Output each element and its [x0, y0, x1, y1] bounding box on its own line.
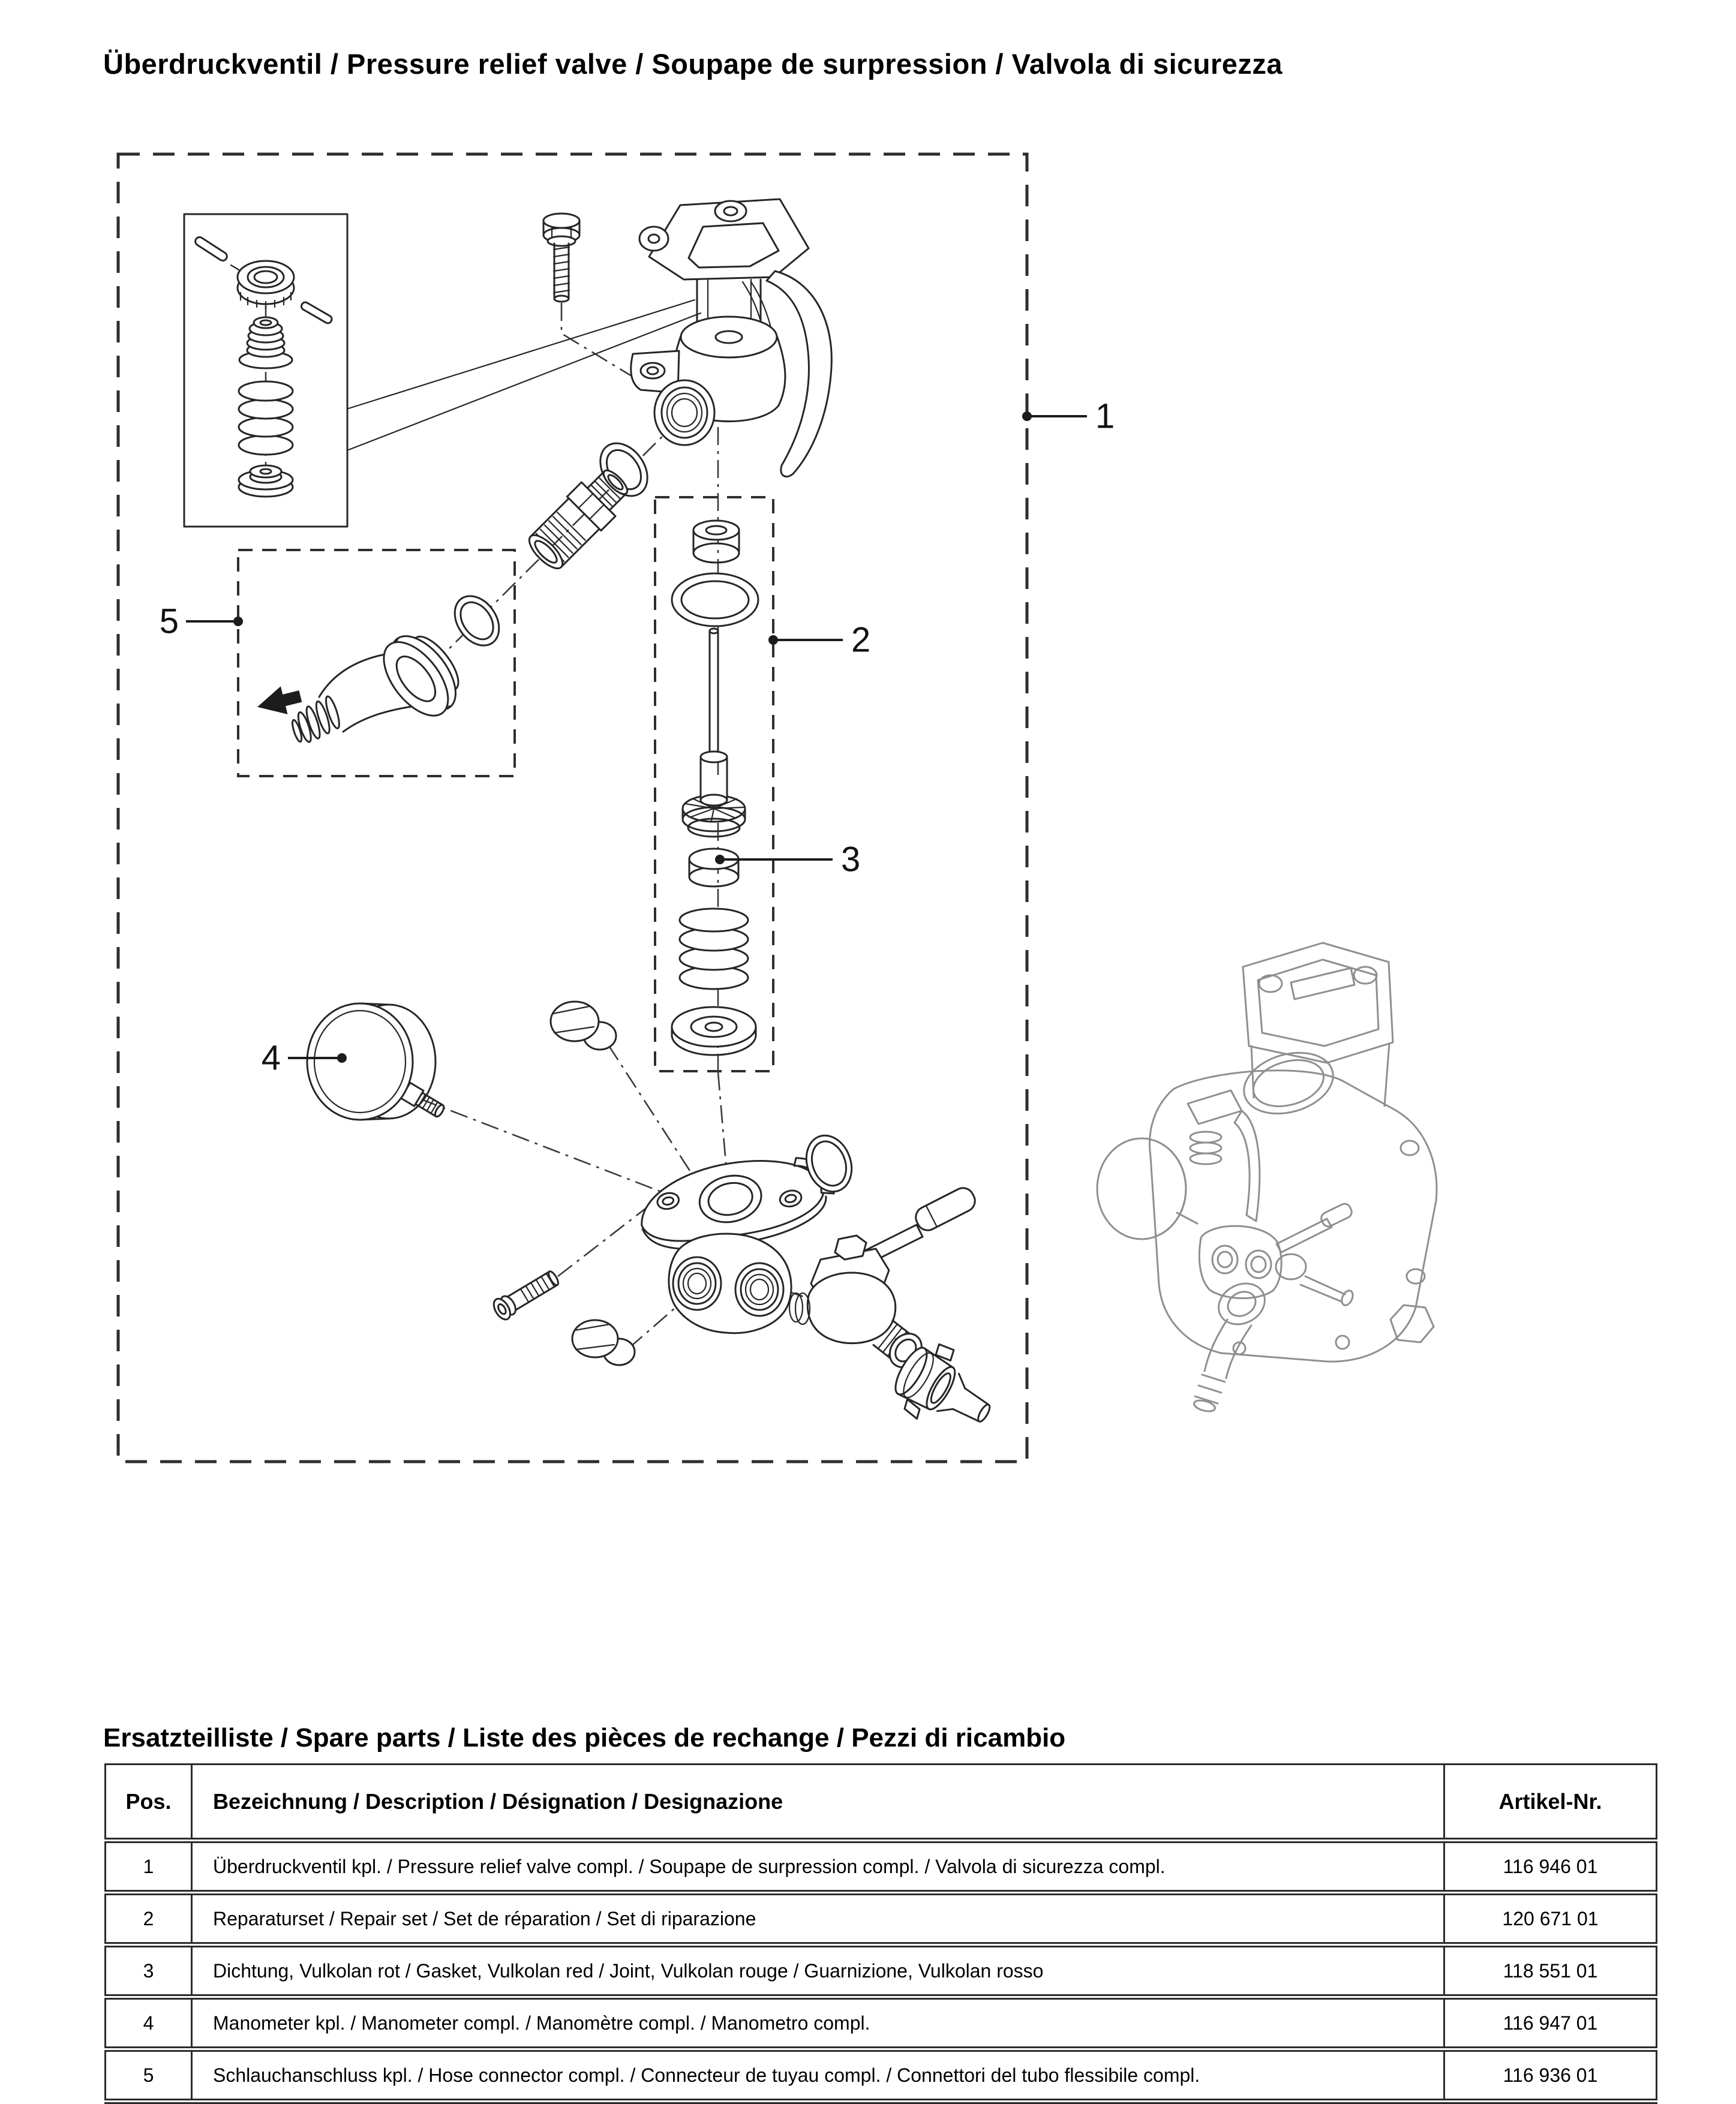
article-number-cell: 116 936 01 — [1444, 2049, 1657, 2102]
flow-direction-arrow-icon — [254, 683, 304, 721]
description-cell: Manometer kpl. / Manometer compl. / Manomètre compl. / Manometro compl. — [192, 1997, 1444, 2049]
table-row — [106, 1893, 1657, 1945]
table-row — [106, 2049, 1657, 2102]
pos-cell: 1 — [106, 1841, 192, 1893]
page-title: Überdruckventil / Pressure relief valve / Soupape de surpression / Valvola di sicurezza — [103, 48, 1283, 80]
pos-cell: 4 — [106, 1997, 192, 2049]
column-header-description: Bezeichnung / Description / Désignation / Designazione — [192, 1765, 1444, 1841]
hex-plug — [572, 1320, 635, 1365]
repair-set-drawing — [672, 521, 758, 1055]
three-way-valve-body — [669, 1234, 791, 1333]
column-header-pos: Pos. — [106, 1765, 192, 1841]
column-header-article: Artikel-Nr. — [1444, 1765, 1657, 1841]
callout-label-1: 1 — [1095, 396, 1115, 436]
knurled-cap-nut — [238, 261, 294, 308]
hose-connector-box — [238, 550, 515, 776]
callout-label-4: 4 — [261, 1038, 281, 1078]
spring-seat — [239, 465, 293, 497]
lever-grip — [912, 1185, 979, 1234]
socket-head-bolt — [491, 1267, 562, 1322]
pressure-relief-valve-body — [631, 199, 832, 477]
vulkolan-gasket — [689, 849, 738, 886]
section-heading: Ersatzteilliste / Spare parts / Liste des pièces de rechange / Pezzi di ricambio — [103, 1723, 1066, 1753]
o-ring — [446, 588, 508, 654]
assembled-unit-view — [1097, 943, 1437, 1413]
callout-5 — [160, 602, 243, 641]
pos-cell: 5 — [106, 2049, 192, 2102]
callout-1 — [1022, 397, 1115, 436]
o-ring — [672, 573, 758, 626]
callout-2 — [768, 621, 870, 660]
pos-cell: 3 — [106, 1945, 192, 1997]
repair-spring — [680, 909, 748, 989]
spare-parts-table — [104, 1763, 1657, 2104]
hose-connector-drawing — [254, 621, 473, 746]
valve-spring — [239, 381, 293, 455]
article-number-cell: 116 947 01 — [1444, 1997, 1657, 2049]
description-cell: Schlauchanschluss kpl. / Hose connector compl. / Connecteur de tuyau compl. / Connettori del tubo flessibile compl. — [192, 2049, 1444, 2102]
table-header-row — [106, 1765, 1657, 1841]
description-cell: Reparaturset / Repair set / Set de réparation / Set di riparazione — [192, 1893, 1444, 1945]
pos-cell: 2 — [106, 1893, 192, 1945]
table-row — [106, 1997, 1657, 2049]
hex-bolt — [543, 214, 579, 302]
table-row — [106, 1945, 1657, 1997]
callout-label-2: 2 — [851, 620, 871, 660]
callout-label-5: 5 — [159, 602, 179, 641]
manometer-drawing — [307, 1003, 447, 1120]
description-cell: Überdruckventil kpl. / Pressure relief valve compl. / Soupape de surpression compl. / Valvola di sicurezza compl. — [192, 1841, 1444, 1893]
valve-guide — [683, 779, 745, 837]
pin-part — [300, 301, 333, 324]
description-cell: Dichtung, Vulkolan rot / Gasket, Vulkolan red / Joint, Vulkolan rouge / Guarnizione, Vulkolan rosso — [192, 1945, 1444, 1997]
callout-label-3: 3 — [841, 840, 861, 879]
threaded-side-port — [654, 380, 714, 445]
pin-part — [194, 236, 229, 262]
spring-washer — [672, 1007, 756, 1055]
valve-cone — [239, 317, 292, 368]
valve-stem-rod — [701, 629, 727, 800]
hex-plug — [551, 1002, 616, 1050]
article-number-cell: 120 671 01 — [1444, 1893, 1657, 1945]
bushing — [693, 521, 739, 563]
article-number-cell: 118 551 01 — [1444, 1945, 1657, 1997]
table-row — [106, 1841, 1657, 1893]
article-number-cell: 116 946 01 — [1444, 1841, 1657, 1893]
